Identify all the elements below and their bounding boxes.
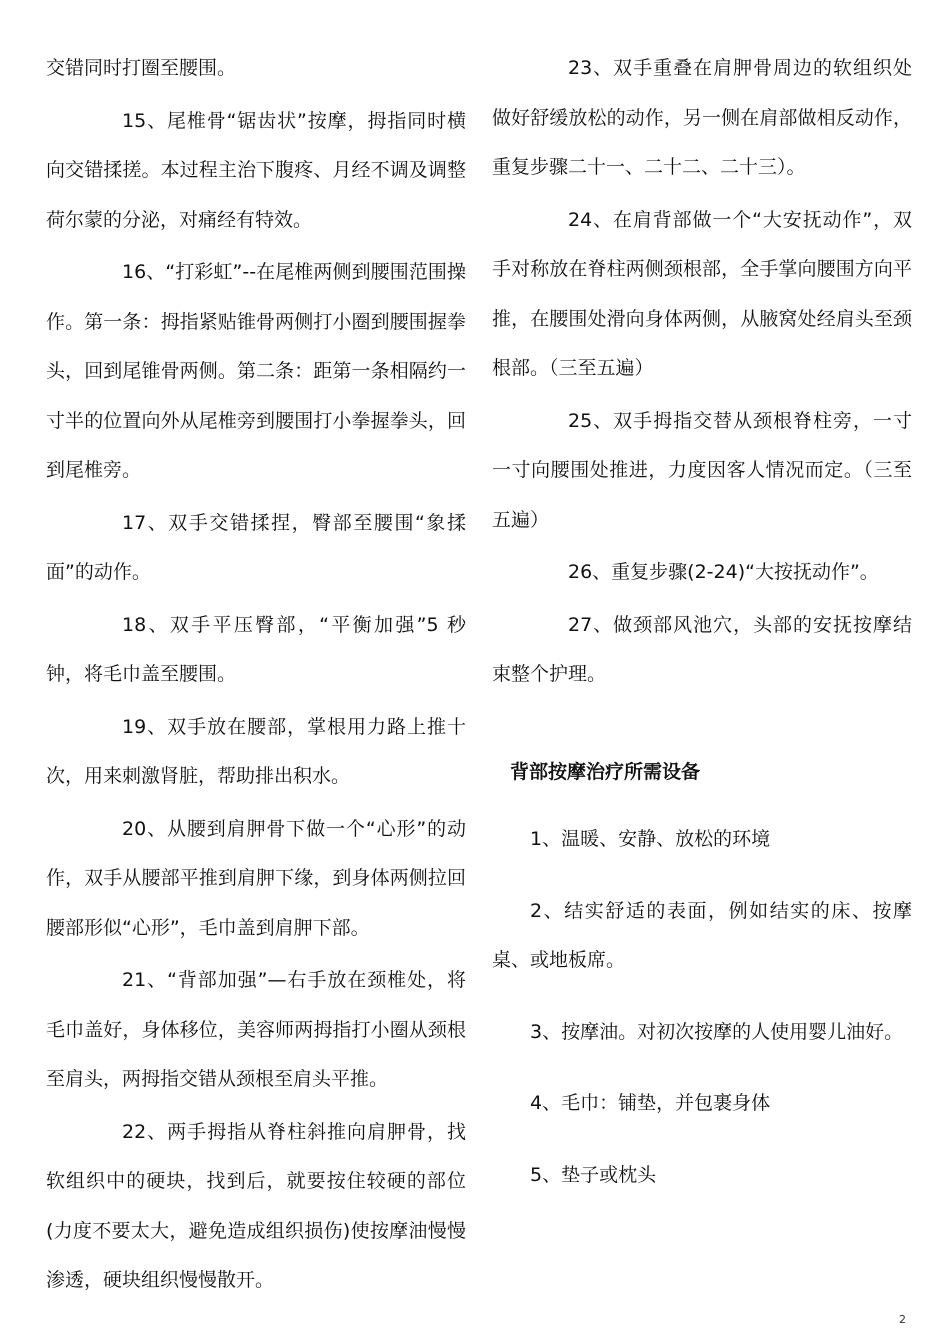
left-column — [46, 0, 466, 1309]
paragraph-step-25: 25、双手拇指交替从颈根脊柱旁，一寸一寸向腰围处推进，力度因客人情况而定。（三至五遍） — [492, 409, 912, 531]
page-number: 2 — [899, 1313, 906, 1326]
paragraph-step-19: 19、双手放在腰部，掌根用力路上推十次，用来刺激肾脏，帮助排出积水。 — [46, 715, 466, 787]
paragraph-step-24: 24、在肩背部做一个“大安抚动作”，双手对称放在脊柱两侧颈根部，全手掌向腰围方向平推，在腰围处滑向身体两侧，从腋窝处经肩头至颈根部。（三至五遍） — [492, 208, 912, 379]
equipment-item-4: 4、毛巾：铺垫，并包裹身体 — [530, 1092, 771, 1114]
equipment-item-5: 5、垫子或枕头 — [530, 1163, 657, 1186]
right-column — [492, 0, 912, 1222]
paragraph-step-23: 23、双手重叠在肩胛骨周边的软组织处做好舒缓放松的动作，另一侧在肩部做相反动作，重复步骤二十一、二十二、二十三）。 — [492, 57, 912, 178]
paragraph-step-16: 16、“打彩虹”--在尾椎两侧到腰围范围操作。第一条：拇指紧贴锥骨两侧打小圈到腰围握拳头，回到尾锥骨两侧。第二条：距第一条相隔约一寸半的位置向外从尾椎旁到腰围打小拳握拳头，回到尾椎旁。 — [46, 261, 466, 481]
equipment-item-3: 3、按摩油。对初次按摩的人使用婴儿油好。 — [530, 1020, 904, 1043]
paragraph-step-22: 22、两手拇指从脊柱斜推向肩胛骨，找软组织中的硬块，找到后，就要按住较硬的部位(力度不要太大，避免造成组织损伤)使按摩油慢慢渗透，硬块组织慢慢散开。 — [46, 1120, 466, 1291]
paragraph-step-26: 26、重复步骤(2-24)“大按抚动作”。 — [568, 561, 879, 583]
paragraph-step-27: 27、做颈部风池穴，头部的安抚按摩结束整个护理。 — [492, 613, 912, 685]
section-title-equipment: 背部按摩治疗所需设备 — [510, 760, 701, 783]
paragraph-step-18: 18、双手平压臀部，“平衡加强”5 秒钟，将毛巾盖至腰围。 — [46, 613, 466, 685]
equipment-item-2: 2、结实舒适的表面，例如结实的床、按摩桌、或地板席。 — [492, 899, 912, 971]
paragraph-step-17: 17、双手交错揉捏，臀部至腰围“象揉面”的动作。 — [46, 511, 466, 583]
paragraph-step-20: 20、从腰到肩胛骨下做一个“心形”的动作，双手从腰部平推到肩胛下缘，到身体两侧拉回腰部形似“心形”，毛巾盖到肩胛下部。 — [46, 817, 466, 939]
paragraph-continuation: 交错同时打圈至腰围。 — [46, 57, 237, 79]
equipment-item-1: 1、温暖、安静、放松的环境 — [530, 828, 771, 850]
paragraph-step-21: 21、“背部加强”—右手放在颈椎处，将毛巾盖好，身体移位，美容师两拇指打小圈从颈根至肩头，两拇指交错从颈根至肩头平推。 — [46, 969, 466, 1090]
paragraph-step-15: 15、尾椎骨“锯齿状”按摩，拇指同时横向交错揉搓。本过程主治下腹疼、月经不调及调整荷尔蒙的分泌，对痛经有特效。 — [46, 109, 466, 231]
